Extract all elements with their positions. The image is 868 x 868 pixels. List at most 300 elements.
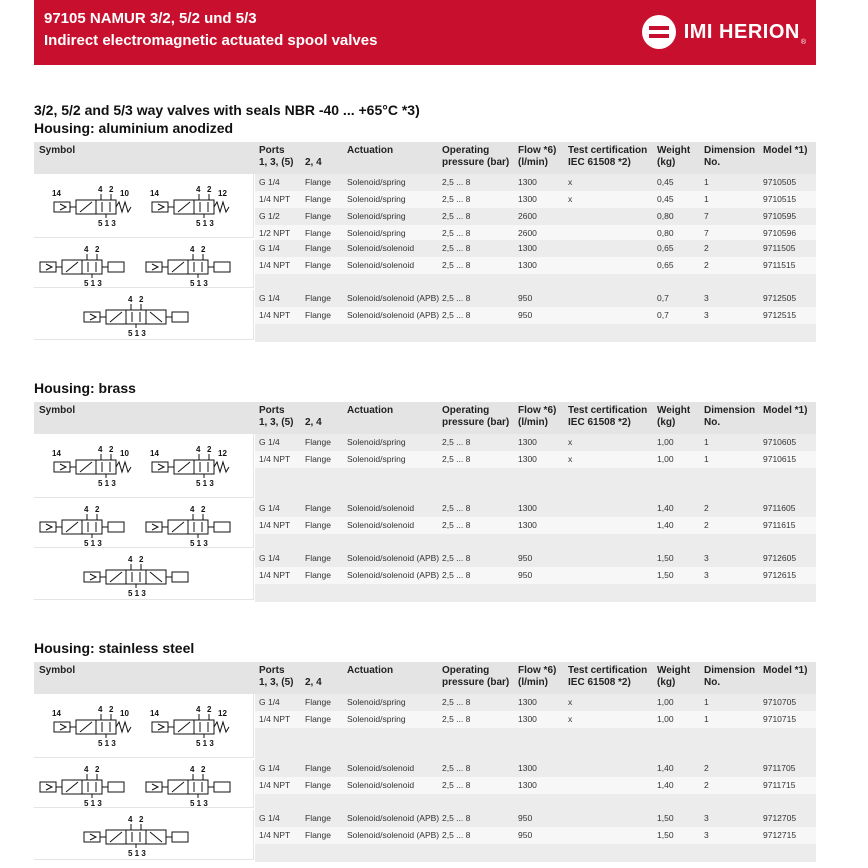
page-subtitle: Indirect electromagnetic actuated spool valves [44, 32, 378, 49]
table-header [34, 662, 816, 694]
header-weight: Weight (kg) [657, 665, 691, 688]
cell-actuation: Solenoid/spring [347, 211, 406, 221]
header-actuation: Actuation [347, 145, 394, 156]
valve-diagram [34, 434, 254, 500]
cell-flow: 1300 [518, 763, 537, 773]
port-label-513: 5 1 3 [128, 589, 146, 598]
cell-ports-2-4: Flange [305, 780, 331, 790]
port-label-2: 2 [95, 765, 100, 774]
cell-pressure: 2,5 ... 8 [442, 780, 471, 790]
cell-flow: 1300 [518, 520, 537, 530]
header-pressure: Operating pressure (bar) [442, 405, 510, 428]
cell-dimension: 1 [704, 437, 709, 447]
header-ports: Ports 1, 3, (5) [259, 405, 294, 428]
symbol-cell [34, 760, 254, 808]
cell-ports-2-4: Flange [305, 211, 331, 221]
port-label-2: 2 [139, 815, 144, 824]
cell-pressure: 2,5 ... 8 [442, 260, 471, 270]
valve-diagram [34, 810, 254, 862]
cell-model: 9710605 [763, 437, 797, 447]
port-label-12: 12 [218, 449, 227, 458]
table-row-group [34, 694, 816, 760]
symbol-cell [34, 174, 254, 238]
header-flow: Flow *6) (l/min) [518, 665, 557, 688]
valve-symbol-icon [84, 564, 188, 588]
cell-weight: 1,50 [657, 570, 674, 580]
port-label-4: 4 [190, 765, 195, 774]
cell-pressure: 2,5 ... 8 [442, 437, 471, 447]
empty-row-space [255, 534, 816, 550]
header-actuation: Actuation [347, 405, 394, 416]
cell-port: G 1/4 [259, 813, 280, 823]
valve-symbol-icon [40, 254, 124, 278]
cell-actuation: Solenoid/solenoid [347, 780, 415, 790]
cell-dimension: 2 [704, 503, 709, 513]
cell-dimension: 2 [704, 260, 709, 270]
valve-symbol-icon [40, 514, 124, 538]
symbol-cell [34, 240, 254, 288]
cell-model: 9710705 [763, 697, 797, 707]
cell-pressure: 2,5 ... 8 [442, 570, 471, 580]
cell-model: 9712715 [763, 830, 797, 840]
cell-pressure: 2,5 ... 8 [442, 211, 471, 221]
cell-dimension: 7 [704, 211, 709, 221]
header-dimension: Dimension No. [704, 665, 756, 688]
table-row [255, 550, 816, 567]
cell-pressure: 2,5 ... 8 [442, 714, 471, 724]
cell-weight: 1,40 [657, 503, 674, 513]
cell-pressure: 2,5 ... 8 [442, 813, 471, 823]
table-header [34, 142, 816, 174]
port-label-2: 2 [109, 705, 114, 714]
cell-weight: 0,80 [657, 228, 674, 238]
cell-flow: 1300 [518, 194, 537, 204]
port-label-513: 5 1 3 [98, 479, 116, 488]
port-label-14: 14 [150, 449, 159, 458]
table-row [255, 711, 816, 728]
port-label-513: 5 1 3 [98, 219, 116, 228]
cell-weight: 0,45 [657, 177, 674, 187]
cell-flow: 950 [518, 310, 533, 320]
logo-text: IMI HERION [683, 20, 800, 43]
cell-actuation: Solenoid/solenoid (APB) [347, 553, 440, 563]
cell-ports-2-4: Flange [305, 520, 331, 530]
symbol-cell [34, 290, 254, 340]
cell-model: 9712605 [763, 553, 797, 563]
port-label-14: 14 [150, 189, 159, 198]
cell-dimension: 3 [704, 293, 709, 303]
cell-model: 9712615 [763, 570, 797, 580]
cell-port: 1/4 NPT [259, 520, 291, 530]
header-weight: Weight (kg) [657, 405, 691, 428]
cell-flow: 1300 [518, 454, 537, 464]
cell-flow: 1300 [518, 780, 537, 790]
header-banner [34, 0, 816, 65]
cell-flow: 950 [518, 293, 533, 303]
cell-weight: 1,00 [657, 714, 674, 724]
cell-weight: 0,65 [657, 243, 674, 253]
port-label-513: 5 1 3 [128, 329, 146, 338]
table-row [255, 208, 816, 225]
cell-weight: 1,40 [657, 520, 674, 530]
cell-model: 9710595 [763, 211, 797, 221]
header-actuation: Actuation [347, 665, 394, 676]
port-label-4: 4 [98, 705, 103, 714]
cell-certification: x [568, 177, 573, 187]
port-label-4: 4 [128, 555, 133, 564]
logo-registered-mark: ® [800, 39, 806, 46]
cell-ports-2-4: Flange [305, 697, 331, 707]
port-label-513: 5 1 3 [98, 739, 116, 748]
valve-symbol-icon [146, 254, 230, 278]
cell-actuation: Solenoid/solenoid [347, 520, 415, 530]
table-row-group [34, 810, 816, 862]
table-row [255, 257, 816, 274]
header-ports: Ports 1, 3, (5) [259, 665, 294, 688]
header-ports-2-4: 2, 4 [305, 417, 322, 428]
port-label-14: 14 [52, 709, 61, 718]
cell-flow: 950 [518, 813, 533, 823]
header-symbol: Symbol [39, 665, 76, 676]
cell-flow: 1300 [518, 437, 537, 447]
port-label-4: 4 [190, 245, 195, 254]
header-symbol: Symbol [39, 405, 76, 416]
port-label-4: 4 [128, 295, 133, 304]
cell-port: 1/4 NPT [259, 260, 291, 270]
port-label-2: 2 [201, 505, 206, 514]
cell-model: 9710505 [763, 177, 797, 187]
cell-model: 9710715 [763, 714, 797, 724]
cell-actuation: Solenoid/solenoid [347, 503, 415, 513]
cell-pressure: 2,5 ... 8 [442, 520, 471, 530]
cell-weight: 1,50 [657, 830, 674, 840]
cell-dimension: 2 [704, 243, 709, 253]
table-row [255, 434, 816, 451]
table-header [34, 402, 816, 434]
cell-dimension: 1 [704, 177, 709, 187]
cell-actuation: Solenoid/spring [347, 194, 406, 204]
cell-certification: x [568, 437, 573, 447]
cell-dimension: 1 [704, 714, 709, 724]
cell-certification: x [568, 697, 573, 707]
table-row [255, 290, 816, 307]
cell-ports-2-4: Flange [305, 714, 331, 724]
port-label-513: 5 1 3 [84, 279, 102, 288]
cell-ports-2-4: Flange [305, 177, 331, 187]
table-row [255, 810, 816, 827]
cell-port: G 1/2 [259, 211, 280, 221]
port-label-2: 2 [207, 445, 212, 454]
port-label-4: 4 [128, 815, 133, 824]
intro-line: 3/2, 5/2 and 5/3 way valves with seals NBR -40 ... +65°C *3) [34, 102, 420, 118]
cell-port: 1/4 NPT [259, 570, 291, 580]
port-label-2: 2 [207, 705, 212, 714]
symbol-cell [34, 810, 254, 860]
cell-ports-2-4: Flange [305, 763, 331, 773]
cell-ports-2-4: Flange [305, 813, 331, 823]
port-label-2: 2 [139, 555, 144, 564]
valve-symbol-icon [146, 774, 230, 798]
cell-pressure: 2,5 ... 8 [442, 243, 471, 253]
port-label-14: 14 [52, 449, 61, 458]
table-row-group [34, 434, 816, 500]
cell-actuation: Solenoid/spring [347, 454, 406, 464]
port-label-12: 12 [218, 709, 227, 718]
cell-pressure: 2,5 ... 8 [442, 228, 471, 238]
port-label-14: 14 [52, 189, 61, 198]
cell-pressure: 2,5 ... 8 [442, 763, 471, 773]
port-label-4: 4 [84, 505, 89, 514]
cell-model: 9710615 [763, 454, 797, 464]
valve-diagram [34, 694, 254, 760]
port-label-513: 5 1 3 [128, 849, 146, 858]
table-row-group [34, 240, 816, 290]
cell-weight: 1,00 [657, 437, 674, 447]
cell-ports-2-4: Flange [305, 243, 331, 253]
cell-weight: 0,45 [657, 194, 674, 204]
cell-dimension: 3 [704, 553, 709, 563]
header-certification: Test certification IEC 61508 *2) [568, 145, 648, 168]
port-label-2: 2 [201, 245, 206, 254]
header-dimension: Dimension No. [704, 405, 756, 428]
valve-diagram [34, 174, 254, 240]
valve-diagram [34, 290, 254, 342]
cell-dimension: 1 [704, 454, 709, 464]
port-label-10: 10 [120, 189, 129, 198]
cell-model: 9711605 [763, 503, 796, 513]
symbol-cell [34, 550, 254, 600]
cell-flow: 1300 [518, 177, 537, 187]
cell-port: 1/4 NPT [259, 454, 291, 464]
cell-ports-2-4: Flange [305, 260, 331, 270]
port-label-513: 5 1 3 [84, 799, 102, 808]
port-label-2: 2 [109, 445, 114, 454]
valve-diagram [34, 760, 254, 810]
port-label-2: 2 [207, 185, 212, 194]
cell-flow: 2600 [518, 211, 537, 221]
cell-actuation: Solenoid/spring [347, 697, 406, 707]
table-row-group [34, 550, 816, 602]
cell-port: G 1/4 [259, 503, 280, 513]
empty-row-space [255, 794, 816, 810]
cell-flow: 1300 [518, 243, 537, 253]
port-label-513: 5 1 3 [196, 479, 214, 488]
cell-actuation: Solenoid/solenoid [347, 260, 415, 270]
cell-model: 9712515 [763, 310, 797, 320]
port-label-14: 14 [150, 709, 159, 718]
cell-model: 9711615 [763, 520, 796, 530]
empty-row-space [255, 274, 816, 290]
cell-flow: 950 [518, 830, 533, 840]
table-row [255, 694, 816, 711]
cell-ports-2-4: Flange [305, 553, 331, 563]
page-title: 97105 NAMUR 3/2, 5/2 und 5/3 [44, 10, 257, 27]
port-label-2: 2 [109, 185, 114, 194]
cell-certification: x [568, 714, 573, 724]
cell-actuation: Solenoid/solenoid [347, 763, 415, 773]
symbol-cell [34, 694, 254, 758]
cell-flow: 2600 [518, 228, 537, 238]
table-row [255, 567, 816, 584]
cell-actuation: Solenoid/spring [347, 714, 406, 724]
cell-port: 1/4 NPT [259, 194, 291, 204]
cell-dimension: 1 [704, 697, 709, 707]
port-label-513: 5 1 3 [84, 539, 102, 548]
empty-row-space [255, 728, 816, 760]
symbol-cell [34, 434, 254, 498]
section-heading: Housing: brass [34, 380, 136, 396]
symbol-cell [34, 500, 254, 548]
port-label-4: 4 [196, 445, 201, 454]
section-heading: Housing: aluminium anodized [34, 120, 234, 136]
cell-model: 9711505 [763, 243, 796, 253]
cell-actuation: Solenoid/spring [347, 177, 406, 187]
empty-row-space [255, 468, 816, 500]
cell-model: 9712505 [763, 293, 797, 303]
table-row [255, 500, 816, 517]
cell-certification: x [568, 194, 573, 204]
table-row [255, 451, 816, 468]
cell-ports-2-4: Flange [305, 194, 331, 204]
cell-actuation: Solenoid/solenoid (APB) [347, 293, 440, 303]
cell-dimension: 1 [704, 194, 709, 204]
table-row-group [34, 290, 816, 342]
cell-port: G 1/4 [259, 437, 280, 447]
cell-pressure: 2,5 ... 8 [442, 310, 471, 320]
header-certification: Test certification IEC 61508 *2) [568, 665, 648, 688]
header-flow: Flow *6) (l/min) [518, 145, 557, 168]
port-label-4: 4 [98, 185, 103, 194]
cell-flow: 1300 [518, 697, 537, 707]
cell-port: 1/4 NPT [259, 830, 291, 840]
header-certification: Test certification IEC 61508 *2) [568, 405, 648, 428]
table-row [255, 240, 816, 257]
valve-diagram [34, 500, 254, 550]
cell-port: G 1/4 [259, 553, 280, 563]
port-label-513: 5 1 3 [196, 739, 214, 748]
cell-ports-2-4: Flange [305, 830, 331, 840]
port-label-4: 4 [98, 445, 103, 454]
cell-model: 9712705 [763, 813, 797, 823]
header-ports-2-4: 2, 4 [305, 677, 322, 688]
port-label-4: 4 [84, 765, 89, 774]
valve-symbol-icon [84, 304, 188, 328]
header-dimension: Dimension No. [704, 145, 756, 168]
table-row-group [34, 760, 816, 810]
port-label-10: 10 [120, 449, 129, 458]
cell-dimension: 7 [704, 228, 709, 238]
header-model: Model *1) [763, 665, 808, 676]
cell-ports-2-4: Flange [305, 454, 331, 464]
table-row [255, 174, 816, 191]
port-label-2: 2 [139, 295, 144, 304]
cell-port: 1/4 NPT [259, 780, 291, 790]
port-label-4: 4 [84, 245, 89, 254]
valve-diagram [34, 550, 254, 602]
cell-port: G 1/4 [259, 243, 280, 253]
table-row [255, 777, 816, 794]
cell-model: 9711515 [763, 260, 796, 270]
table-row [255, 517, 816, 534]
cell-weight: 0,7 [657, 293, 669, 303]
cell-ports-2-4: Flange [305, 310, 331, 320]
cell-ports-2-4: Flange [305, 503, 331, 513]
valve-symbol-icon [84, 824, 188, 848]
table-row [255, 191, 816, 208]
cell-weight: 1,00 [657, 454, 674, 464]
port-label-10: 10 [120, 709, 129, 718]
cell-actuation: Solenoid/solenoid (APB) [347, 813, 440, 823]
port-label-513: 5 1 3 [190, 539, 208, 548]
port-label-4: 4 [196, 185, 201, 194]
cell-pressure: 2,5 ... 8 [442, 293, 471, 303]
empty-row-space [255, 844, 816, 862]
cell-flow: 1300 [518, 260, 537, 270]
section-heading: Housing: stainless steel [34, 640, 195, 656]
header-ports: Ports 1, 3, (5) [259, 145, 294, 168]
header-pressure: Operating pressure (bar) [442, 145, 510, 168]
table-row-group [34, 500, 816, 550]
cell-dimension: 2 [704, 520, 709, 530]
table-row-group [34, 174, 816, 240]
logo-icon [642, 15, 676, 49]
cell-weight: 1,00 [657, 697, 674, 707]
cell-flow: 950 [518, 553, 533, 563]
cell-actuation: Solenoid/solenoid [347, 243, 415, 253]
header-ports-2-4: 2, 4 [305, 157, 322, 168]
cell-pressure: 2,5 ... 8 [442, 503, 471, 513]
port-label-513: 5 1 3 [196, 219, 214, 228]
cell-port: 1/4 NPT [259, 310, 291, 320]
header-symbol: Symbol [39, 145, 76, 156]
table-row [255, 760, 816, 777]
cell-pressure: 2,5 ... 8 [442, 697, 471, 707]
cell-ports-2-4: Flange [305, 293, 331, 303]
cell-pressure: 2,5 ... 8 [442, 454, 471, 464]
cell-weight: 0,65 [657, 260, 674, 270]
port-label-513: 5 1 3 [190, 279, 208, 288]
cell-weight: 1,50 [657, 553, 674, 563]
cell-model: 9711715 [763, 780, 796, 790]
port-label-2: 2 [95, 505, 100, 514]
valve-diagram [34, 240, 254, 290]
cell-port: G 1/4 [259, 697, 280, 707]
cell-flow: 950 [518, 570, 533, 580]
cell-actuation: Solenoid/solenoid (APB) [347, 310, 440, 320]
table-row [255, 307, 816, 324]
cell-port: 1/4 NPT [259, 714, 291, 724]
cell-actuation: Solenoid/spring [347, 437, 406, 447]
header-weight: Weight (kg) [657, 145, 691, 168]
cell-port: G 1/4 [259, 763, 280, 773]
brand-logo [642, 14, 806, 50]
cell-weight: 1,40 [657, 763, 674, 773]
product-table [34, 142, 816, 342]
cell-weight: 0,7 [657, 310, 669, 320]
cell-flow: 1300 [518, 503, 537, 513]
cell-ports-2-4: Flange [305, 570, 331, 580]
cell-actuation: Solenoid/solenoid (APB) [347, 570, 440, 580]
port-label-2: 2 [95, 245, 100, 254]
header-pressure: Operating pressure (bar) [442, 665, 510, 688]
cell-port: G 1/4 [259, 293, 280, 303]
empty-row-space [255, 324, 816, 342]
product-table [34, 402, 816, 602]
product-table [34, 662, 816, 862]
cell-model: 9710596 [763, 228, 797, 238]
port-label-2: 2 [201, 765, 206, 774]
cell-port: G 1/4 [259, 177, 280, 187]
